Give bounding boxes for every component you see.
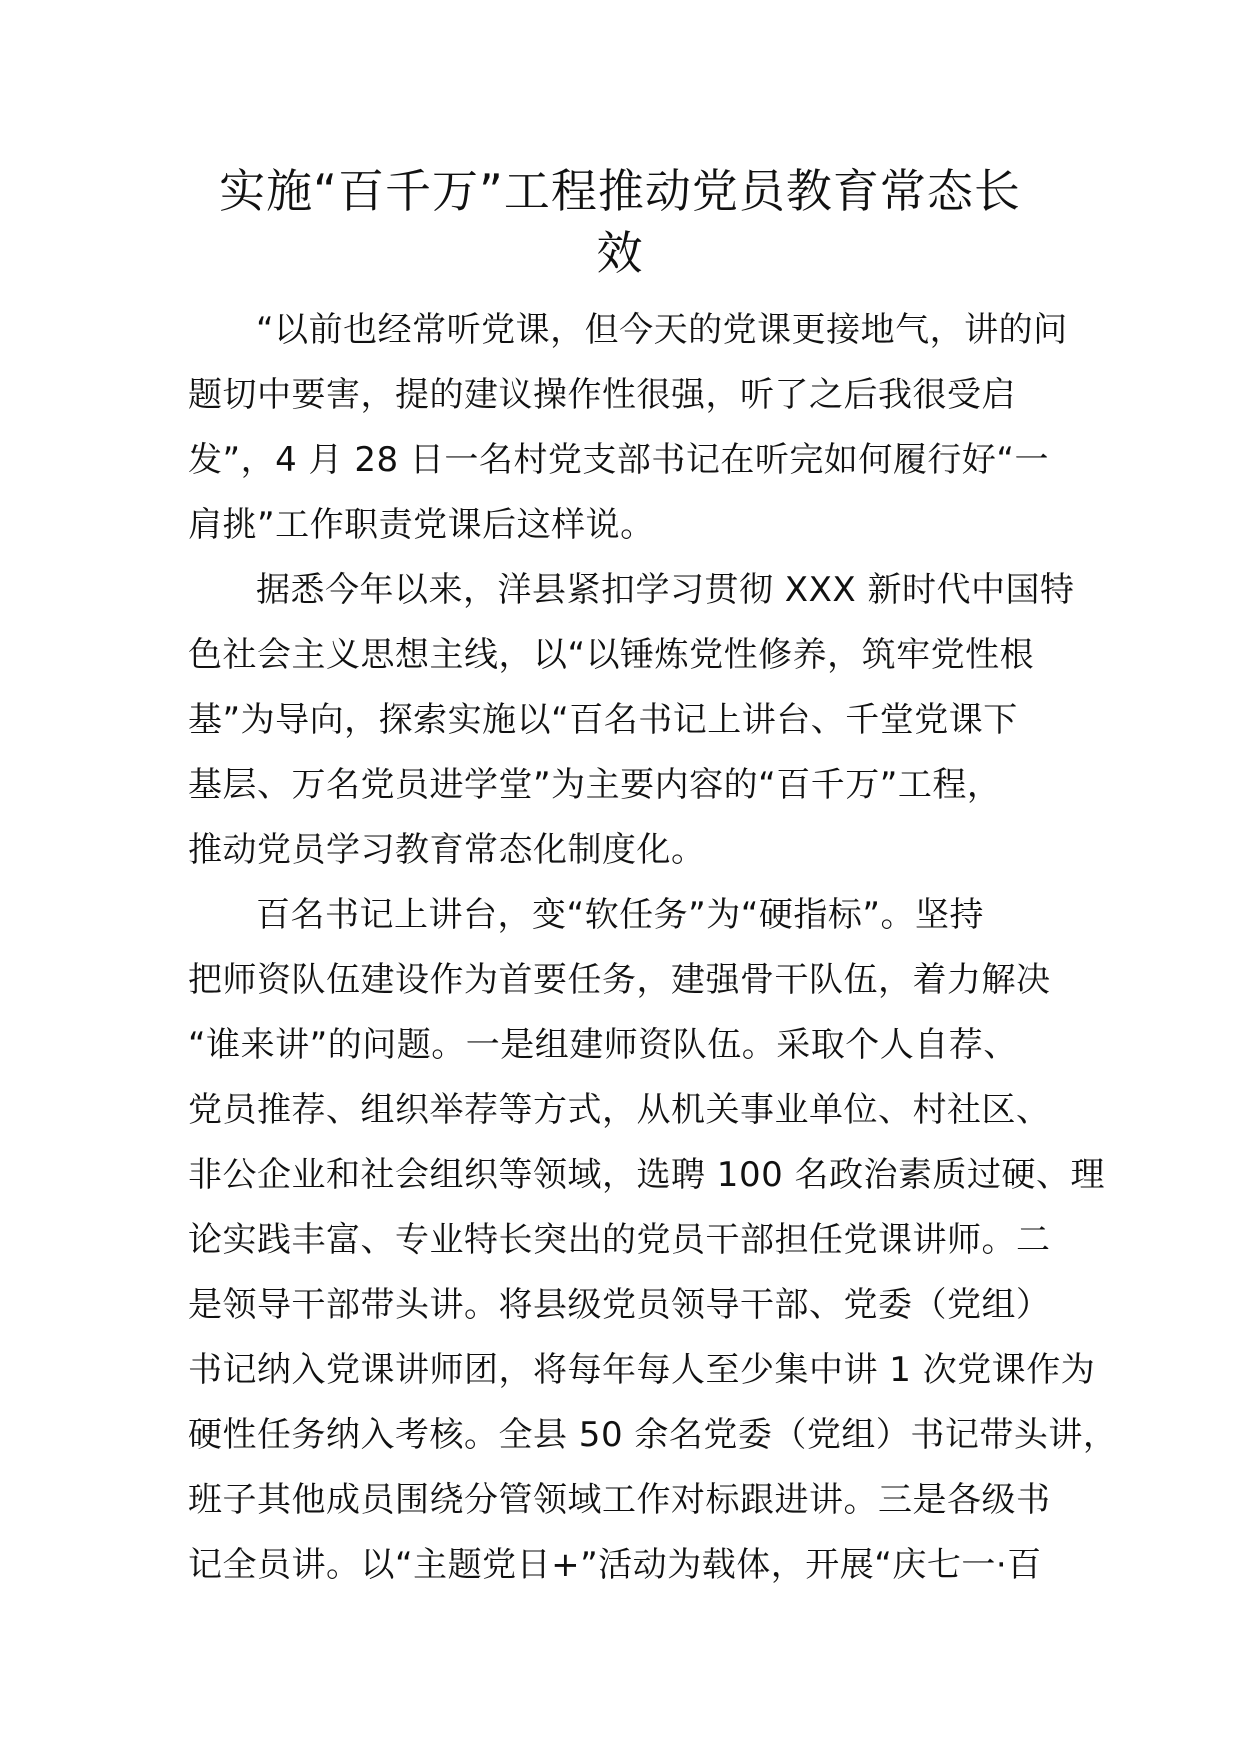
title-line: 实施“百千万”工程推动党员教育常态长 [219, 164, 1021, 218]
text-line: 发”，4 月 28 日一名村党支部书记在听完如何履行好“一 [188, 440, 1050, 480]
text-line: “谁来讲”的问题。一是组建师资队伍。采取个人自荐、 [188, 1025, 1018, 1065]
text-line: 非公企业和社会组织等领域，选聘 100 名政治素质过硬、理 [188, 1155, 1106, 1195]
text-line: 硬性任务纳入考核。全县 50 余名党委（党组）书记带头讲， [188, 1415, 1118, 1455]
text-line: 书记纳入党课讲师团，将每年每人至少集中讲 1 次党课作为 [188, 1350, 1096, 1390]
text-line: 记全员讲。以“主题党日+”活动为载体，开展“庆七一·百 [188, 1545, 1042, 1585]
text-line: 基”为导向，探索实施以“百名书记上讲台、千堂党课下 [188, 700, 1018, 740]
title-line: 效 [596, 226, 644, 280]
text-line: 题切中要害，提的建议操作性很强，听了之后我很受启 [188, 375, 1016, 415]
text-line: 党员推荐、组织举荐等方式，从机关事业单位、村社区、 [188, 1090, 1051, 1130]
text-line: 推动党员学习教育常态化制度化。 [188, 830, 706, 870]
document-title [200, 160, 1040, 284]
text-line: 基层、万名党员进学堂”为主要内容的“百千万”工程， [188, 765, 1002, 805]
document-body [188, 298, 1118, 1598]
text-line: “以前也经常听党课，但今天的党课更接地气，讲的问 [256, 310, 1068, 350]
text-line: 肩挑”工作职责党课后这样说。 [188, 505, 655, 545]
text-line: 是领导干部带头讲。将县级党员领导干部、党委（党组） [188, 1285, 1051, 1325]
text-line: 论实践丰富、专业特长突出的党员干部担任党课讲师。二 [188, 1220, 1051, 1260]
text-line: 据悉今年以来，洋县紧扣学习贯彻 XXX 新时代中国特 [256, 570, 1075, 610]
paragraph-3 [188, 883, 1118, 1598]
text-line: 把师资队伍建设作为首要任务，建强骨干队伍，着力解决 [188, 960, 1051, 1000]
text-line: 色社会主义思想主线，以“以锤炼党性修养，筑牢党性根 [188, 635, 1035, 675]
paragraph-2 [188, 558, 1088, 883]
paragraph-1 [188, 298, 1088, 558]
text-line: 百名书记上讲台，变“软任务”为“硬指标”。坚持 [256, 895, 984, 935]
text-line: 班子其他成员围绕分管领域工作对标跟进讲。三是各级书 [188, 1480, 1051, 1520]
